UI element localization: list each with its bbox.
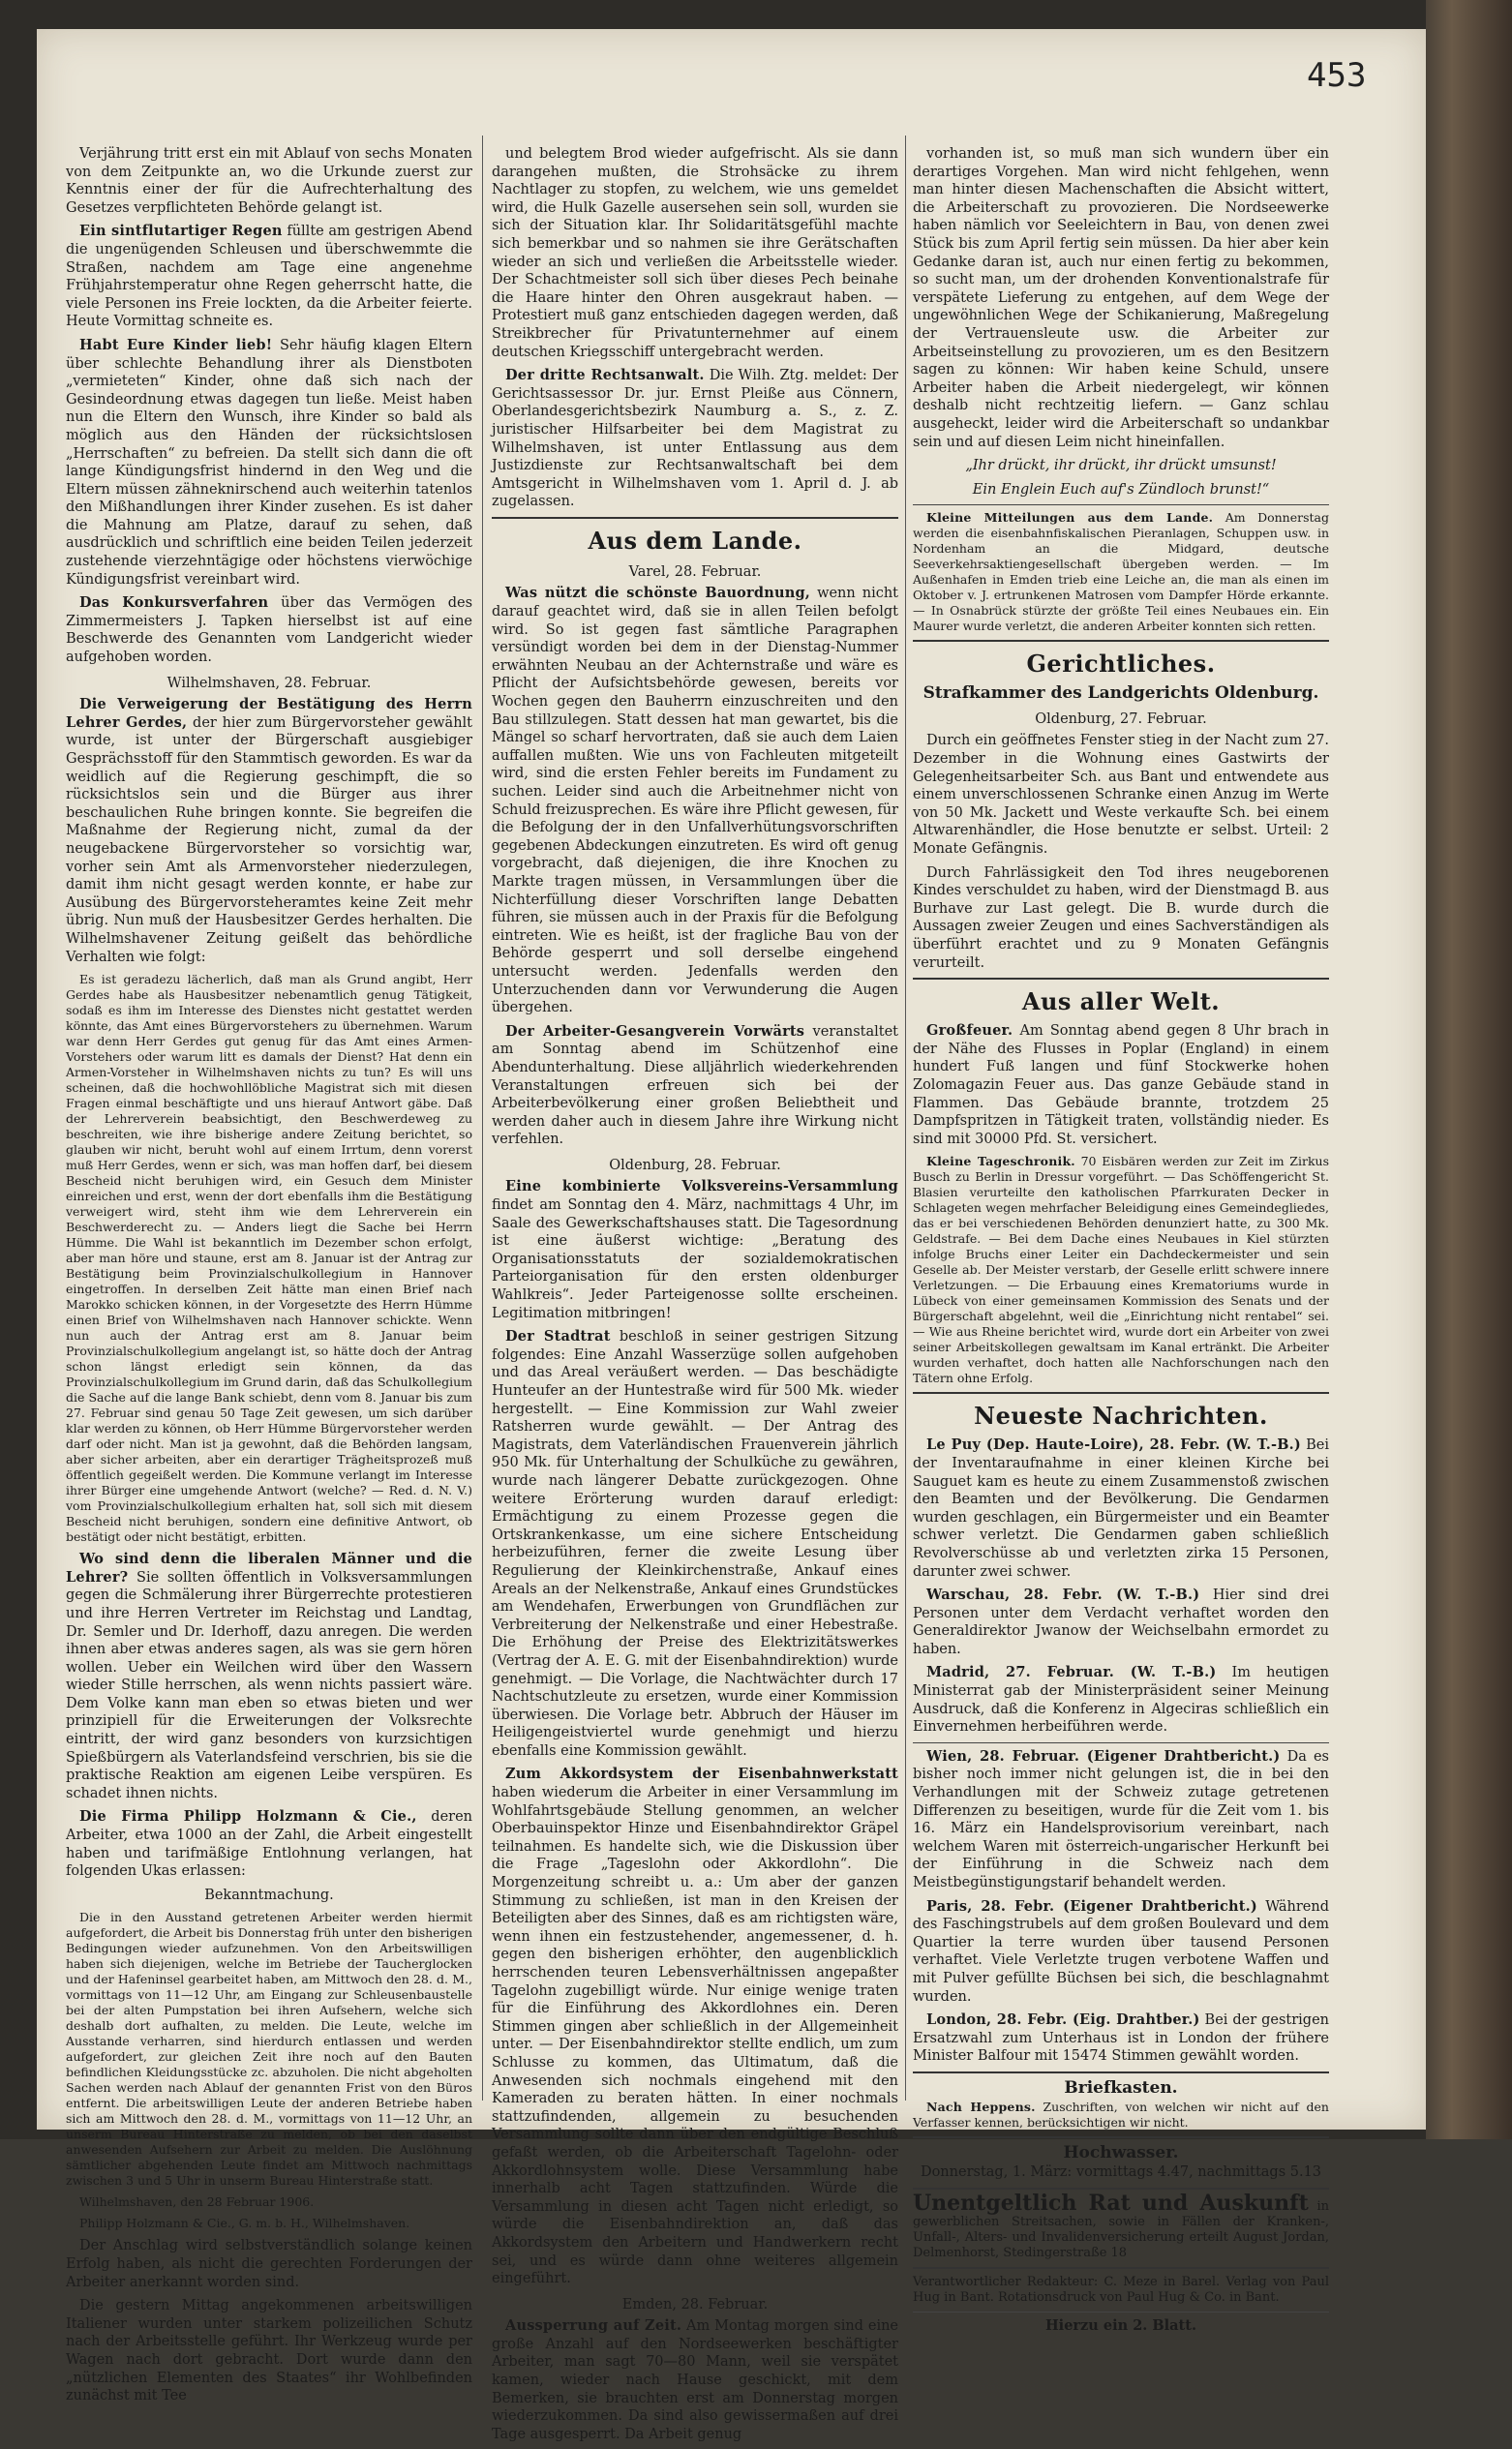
dateline: Oldenburg, 27. Februar.	[1035, 711, 1207, 727]
headline: Die Firma Philipp Holzmann & Cie.,	[79, 1808, 417, 1826]
paragraph: Was nützt die schönste Bauordnung, wenn nicht darauf geachtet wird, daß sie in allen Teilen befolgt wird. So ist gegen fast sämtliche Paragraphen versündigt worden bei dem in der Dienstag-Nummer erwähnten Neubau an der Achternstraße und wäre es Pflicht der Aufsichtsbehörde gewesen, bereits vor Wochen gegen den Bauherrn einzuschreiten und den Bau stillzulegen. Statt dessen hat man gewartet, bis die Mängel so scharf hervortraten, daß sie auch dem Laien auffallen mußten. Wie uns von Fachleuten mitgeteilt wird, sind die ersten Fehler bereits im Fundament zu suchen. Leider sind auch die Arbeitnehmer nicht von Schuld freizusprechen. Es wäre ihre Pflicht gewesen, für die Befolgung der in den Unfallverhütungsvorschriften gegebenen Abdeckungen einzutreten. Es wird oft genug vorgebracht, daß diejenigen, die ihre Knochen zu Markte tragen müssen, in Versammlungen über die Nichterfüllung dieser Vorschriften lange Debatten führen, sie müssen auch in der Praxis für die Befolgung eintreten. Wie es heißt, ist der fragliche Bau von der Behörde gesperrt und soll derselbe eingehend untersucht werden. Jedenfalls werden den Unterzuchenden dann vor Verwunderung die Augen übergehen.	[492, 585, 899, 1016]
headline: Aussperrung auf Zeit.	[505, 2317, 682, 2335]
subsection-title: Strafkammer des Landgerichts Oldenburg.	[922, 683, 1319, 704]
imprint: Verantwortlicher Redakteur: C. Meze in Barel. Verlag von Paul Hug in Bant. Rotationsdruck von Paul Hug & Co. in Bant.	[913, 2274, 1329, 2305]
verse-line: Ein Englein Euch auf's Zündloch brunst!“	[972, 481, 1270, 498]
divider	[913, 2188, 1329, 2190]
headline: London, 28. Febr. (Eig. Drahtber.)	[926, 2011, 1200, 2029]
divider	[913, 504, 1329, 505]
paragraph: Madrid, 27. Februar. (W. T.-B.) Im heutigen Ministerrat gab der Ministerpräsident seiner Meinung Ausdruck, daß die Konferenz in Algeciras schließlich ein Einvernehmen herbeiführen werde.	[913, 1664, 1330, 1736]
tide-times: Donnerstag, 1. März: vormittags 4.47, nachmittags 5.13	[920, 2164, 1322, 2181]
headline: Wien, 28. Februar. (Eigener Drahtbericht.)	[926, 1747, 1281, 1765]
headline: Die Verweigerung der Bestätigung des Herrn Lehrer Gerdes,	[66, 696, 472, 731]
column-rule	[482, 136, 483, 2101]
paragraph: Der Anschlag wird selbstverständlich solange keinen Erfolg haben, als nicht die gerechten Forderungen der Arbeiter anerkannt worden sind.	[66, 2238, 472, 2290]
headline: Madrid, 27. Februar. (W. T.-B.)	[926, 1664, 1217, 1681]
headline: Nach Heppens.	[926, 2099, 1036, 2114]
paragraph: Wien, 28. Februar. (Eigener Drahtbericht.) Da es bisher noch immer nicht gelungen ist, die in bei den Verhandlungen mit der Schweiz zutage getretenen Differenzen zu beseitigen, wurde für die Zeit vom 1. bis 16. März ein Handelsprovisorium vereinbart, nach welchem Waren mit österreich-ungarischer Herkunft bei der Einführung in die Schweiz nach dem Meistbegünstigungstarif behandelt werden.	[913, 1747, 1329, 1890]
divider	[913, 2267, 1329, 2269]
page-number: 453	[1307, 56, 1367, 95]
paragraph: Das Konkursverfahren über das Vermögen des Zimmermeisters J. Tapken hierselbst ist auf eine Beschwerde des Genannten vom Landgericht wieder aufgehoben worden.	[66, 594, 473, 666]
supplement-note: Hierzu ein 2. Blatt.	[1044, 2316, 1196, 2334]
paragraph: Warschau, 28. Febr. (W. T.-B.) Hier sind drei Personen unter dem Verdacht verhaftet worden den Generaldirektor Jwanow der Weichselbahn ermordet zu haben.	[913, 1587, 1329, 1657]
paragraph: Der dritte Rechtsanwalt. Die Wilh. Ztg. meldet: Der Gerichtsassessor Dr. jur. Ernst Pleiße aus Cönnern, Oberlandesgerichtsbezirk Naumburg a. S., z. Z. juristischer Hilfsarbeiter bei dem Magistrat zu Wilhelmshaven, ist unter Entlassung aus dem Justizdienste zur Rechtsanwaltschaft bei dem Amtsgericht in Wilhelmshaven vom 1. April d. J. ab zugelassen.	[492, 367, 898, 510]
column-3	[913, 145, 1329, 2341]
notice-title: Bekanntmachung.	[204, 1887, 334, 1903]
headline: Der Stadtrat	[505, 1328, 611, 1345]
divider	[913, 2312, 1329, 2313]
paragraph: Eine kombinierte Volksvereins-Versammlung findet am Sonntag den 4. März, nachmittags 4 Uhr, im Saale des Gewerkschaftshauses statt. Die Tagesordnung ist eine äußerst wichtige: „Beratung des Organisationsstatuts der sozialdemokratischen Parteiorganisation für den ersten oldenburger Wahlkreis“. Jeder Parteigenosse sollte erscheinen. Legitimation mitbringen!	[492, 1178, 898, 1321]
headline: Großfeuer.	[926, 1022, 1013, 1040]
dateline: Wilhelmshaven, 28. Februar.	[166, 675, 372, 691]
dateline: Oldenburg, 28. Februar.	[609, 1157, 781, 1173]
section-title: Briefkasten.	[1064, 2077, 1178, 2098]
dateline: Varel, 28. Februar.	[628, 563, 762, 580]
column-rule	[905, 136, 906, 2101]
headline: Das Konkursverfahren	[79, 594, 269, 612]
headline: Was nützt die schönste Bauordnung,	[505, 585, 811, 602]
divider	[913, 640, 1329, 642]
paragraph: Der Stadtrat beschloß in seiner gestrigen Sitzung folgendes: Eine Anzahl Wasserzüge sollen aufgehoben und das Areal veräußert werden. — Das beschädigte Hunteufer an der Huntestraße wird für 500 Mk. wieder hergestellt. — Eine Kommission zur Wahl zweier Ratsherren wurde gewählt. — Der Antrag des Magistrats, dem Vaterländischen Frauenverein jährlich 950 Mk. für Unterhaltung der Schulküche zu gewähren, wurde nach längerer Debatte zurückgezogen. Ohne weitere Erörterung wurden darauf erledigt: Ermächtigung zu einem Prozesse gegen die Ortskrankenkasse, um eine sichere Entscheidung herbeizuführen, ferner die zweite Lesung über Regulierung der Kleinkirchenstraße, Ankauf eines Areals an der Nelkenstraße, Ankauf eines Grundstückes am Wendehafen, Erwerbungen von Grundflächen zur Verbreiterung der Nelkenstraße und einer Hebestraße. Die Erhöhung der Preise des Elektrizitätswerkes (Vertrag der A. E. G. mit der Eisenbahndirektion) wurde genehmigt. — Die Vorlage, die Nachtwächter durch 17 Nachtschutzleute zu ersetzen, wurde einer Kommission überwiesen. Die Vorlage betr. Abbruch der Häuser im Heiligengeistviertel wurde genehmigt und hierzu ebenfalls eine Kommission gewählt.	[492, 1328, 898, 1759]
paragraph: London, 28. Febr. (Eig. Drahtber.) Bei der gestrigen Ersatzwahl zum Unterhaus ist in London der frühere Minister Balfour mit 15474 Stimmen gewählt worden.	[913, 2011, 1329, 2065]
paragraph: Kleine Mitteilungen aus dem Lande. Am Donnerstag werden die eisenbahnfiskalischen Pieranlagen, Schuppen usw. in Nordenham an die Midgard, deutsche Seeverkehrsaktiengesellschaft übergeben werden. — Im Außenhafen in Emden trieb eine Leiche an, die man als einen im Oktober v. J. ertrunkenen Matrosen vom Dampfer Hörde erkannte. — In Osnabrück stürzte der größte Teil eines Neubaues ein. Ein Maurer wurde verletzt, die anderen Arbeiter konnten sich retten.	[913, 510, 1329, 634]
headline: Wo sind denn die liberalen Männer und die Lehrer?	[66, 1551, 472, 1586]
verse-line: „Ihr drückt, ihr drückt, ihr drückt umsunst!	[965, 458, 1277, 474]
notice-signature: Philipp Holzmann & Cie., G. m. b. H., Wilhelmshaven.	[79, 2216, 410, 2231]
ad-title: Unentgeltlich Rat und Auskunft	[913, 2190, 1309, 2216]
paragraph: Großfeuer. Am Sonntag abend gegen 8 Uhr brach in der Nähe des Flusses in Poplar (England) in einem hundert Fuß langen und fünf Stockwerke hohen Zolomagazin Feuer aus. Das ganze Gebäude stand in Flammen. Das Gebäude brannte, trotzdem 25 Dampfspritzen in Tätigkeit traten, vollständig nieder. Es sind mit 30000 Pfd. St. versichert.	[913, 1022, 1330, 1147]
paragraph: Nach Heppens. Zuschriften, von welchen wir nicht auf den Verfasser kennen, berücksichtigen wir nicht.	[913, 2099, 1329, 2130]
paragraph: Zum Akkordsystem der Eisenbahnwerkstatt haben wiederum die Arbeiter in einer Versammlung im Wohlfahrtsgebäude Stellung genommen, an welcher Oberbauinspektor Hinze und Eisenbahndirektor Gräpel teilnahmen. Es handelte sich, wie die Diskussion über die Frage „Tageslohn oder Akkordlohn“. Die Morgenzeitung schreibt u. a.: Um aber der ganzen Stimmung zu schließen, ist man in den Kreisen der Beteiligten aber des Sinnes, daß es am richtigsten wäre, wenn ihnen ein festzustehender, angemessener, d. h. gegen den bisherigen erhöhter, den augenblicklich herrschenden teuren Lebensverhältnissen angepaßter Tagelohn zugebilligt würde. Nur einige wenige traten für die Einführung des Akkordlohnes ein. Deren Stimmen gingen aber schließlich in der Allgemeinheit unter. — Der Eisenbahndirektor stellte endlich, um zum Schlusse zu kommen, das Ultimatum, daß die Anwesenden sich nochmals eingehend mit den Kameraden zu beraten hätten. In einer nochmals stattzufindenden, allgemein zu besuchenden Versammlung sollte dann über den endgültige Beschluß gefaßt werden, ob die Arbeiterschaft Tagelohn- oder Akkordlohnsystem wolle. Diese Versammlung habe innerhalb acht Tagen stattzufinden. Würde die Versammlung in diesen acht Tagen nicht erledigt, so würde die Eisenbahndirektion an, daß das Akkordsystem den Arbeitern und Handwerkern recht sei, und es würde dann ohne weiteres allgemein eingeführt.	[492, 1766, 898, 2287]
divider	[913, 1392, 1329, 1394]
paragraph: Kleine Tageschronik. 70 Eisbären werden zur Zeit im Zirkus Busch zu Berlin in Dressur vorgeführt. — Das Schöffengericht St. Blasien verurteilte den katholischen Pfarrkuraten Decker in Schlageten wegen mehrfacher Beleidigung eines Gemeindegliedes, das er bei verschiedenen Behörden denunziert hatte, zu 300 Mk. Geldstrafe. — Bei dem Dache eines Neubaues in Kiel stürzten infolge Bruchs einer Leiter ein Dachdeckermeister und sein Geselle ab. Der Meister verstarb, der Geselle erlitt schwere innere Verletzungen. — Die Erbauung eines Krematoriums wurde in Lübeck von einer gemeinsamen Kommission des Senats und der Bürgerschaft abgelehnt, weil die „Einrichtung nicht rentabel“ sei. — Wie aus Rheine berichtet wird, wurde dort ein Arbeiter von zwei seiner Arbeitskollegen gewaltsam im Kanal ertränkt. Die Arbeiter wurden verhaftet, doch hatten alle Nachforschungen nach den Tätern ohne Erfolg.	[913, 1154, 1329, 1386]
headline: Eine kombinierte Volksvereins-Versammlung	[505, 1178, 898, 1195]
paragraph: und belegtem Brod wieder aufgefrischt. Als sie dann darangehen mußten, die Strohsäcke zu ihrem Nachtlager zu stopfen, zu welchem, wie uns gemeldet wird, die Hulk Gazelle ausersehen sein soll, wurden sie sich der Situation klar. Ihr Solidaritätsgefühl machte sich bemerkbar und so nahmen sie ihre Gerätschaften wieder an sich und verließen die Arbeitsstelle wieder. Der Schachtmeister soll sich über dieses Pech beinahe die Haare hinter den Ohren ausgekraut haben. — Protestiert muß ganz entschieden dagegen werden, daß Streikbrecher für Privatunternehmer auf einem deutschen Kriegsschiff untergebracht werden.	[492, 146, 898, 360]
paragraph: Die gestern Mittag angekommenen arbeitswilligen Italiener wurden unter starkem polizeilichen Schutz nach der Arbeitsstelle geführt. Ihr Werkzeug wurde per Wagen nach dort gebracht. Dort wurde dann den „nützlichen Elementen des Staates“ ihr Wohlbefinden zunächst mit Tee	[66, 2298, 472, 2404]
divider	[913, 2071, 1329, 2073]
headline: Warschau, 28. Febr. (W. T.-B.)	[926, 1587, 1200, 1604]
paragraph: Aussperrung auf Zeit. Am Montag morgen sind eine große Anzahl auf den Nordseewerken beschäftigter Arbeiter, man sagt 70—80 Mann, weil sie verspätet kamen, wieder nach Hause geschickt, mit dem Bemerken, sie brauchten erst am Donnerstag morgen wiederzukommen. Da sind also gewissermaßen auf drei Tage ausgesperrt. Da Arbeit genug	[492, 2317, 898, 2442]
divider	[913, 2136, 1329, 2138]
headline: Habt Eure Kinder lieb!	[79, 336, 273, 353]
paragraph: Habt Eure Kinder lieb! Sehr häufig klagen Eltern über schlechte Behandlung ihrer als Dienstboten „vermieteten“ Kinder, ohne daß sich nach der Gesindeordnung etwas dagegen tun ließe. Meist haben nun die Eltern den Wunsch, ihre Kinder so bald als möglich aus den Händen der rücksichtslosen „Herrschaften“ zu befreien. Da stellt sich dann die oft lange Kündigungsfrist hindernd in den Weg und die Eltern müssen zähneknirschend auch weiterhin tatenlos den Mißhandlungen ihrer Kinder zusehen. Es ist daher die Mahnung am Platze, darauf zu sehen, daß ausdrücklich und schriftlich eine beiden Teilen jederzeit zustehende vierzehntägige oder höchstens vierwöchige Kündigungsfrist vereinbart wird.	[66, 336, 473, 588]
headline: Paris, 28. Febr. (Eigener Drahtbericht.)	[926, 1897, 1257, 1915]
section-title: Neueste Nachrichten.	[974, 1402, 1268, 1431]
headline: Ein sintflutartiger Regen	[79, 223, 283, 240]
paragraph: Durch ein geöffnetes Fenster stieg in der Nacht zum 27. Dezember in die Wohnung eines Gastwirts der Gelegenheitsarbeiter Sch. aus Bant und entwendete aus einem unverschlossenen Schranke einen Anzug im Werte von 50 Mk. Jackett und Weste verkaufte Sch. bei einem Altwarenhändler, die Hose benutzte er selbst. Urteil: 2 Monate Gefängnis.	[913, 733, 1329, 858]
headline: Der Arbeiter-Gesangverein Vorwärts	[505, 1022, 805, 1040]
paragraph: Die Verweigerung der Bestätigung des Herrn Lehrer Gerdes, der hier zum Bürgervorsteher gewählt wurde, ist unter der Bürgerschaft ausgiebiger Gesprächsstoff für den Stammtisch geworden. Es war da weidlich auf die Regierung geschimpft, die so rücksichtslos sein und die Bürger aus ihrer beschaulichen Ruhe bringen konnte. Sie begreifen die Maßnahme der Regierung nicht, zumal da der neugebackene Bürgervorsteher so vorsichtig war, vorher sein Amt als Armenvorsteher niederzulegen, damit ihm nicht gesagt werden konnte, er habe zur Ausübung des Bürgervorsteheramtes keine Zeit mehr übrig. Nun muß der Hausbesitzer Gerdes herhalten. Die Wilhelmshavener Zeitung geißelt das behördliche Verhalten wie folgt:	[66, 696, 473, 965]
paragraph: Der Arbeiter-Gesangverein Vorwärts veranstaltet am Sonntag abend im Schützenhof eine Abendunterhaltung. Diese alljährlich wiederkehrenden Veranstaltungen erfreuen sich bei der Arbeiterbevölkerung einer großen Beliebtheit und werden daher auch in diesem Jahre ihre Wirkung nicht verfehlen.	[492, 1022, 898, 1148]
dateline: Emden, 28. Februar.	[621, 2296, 769, 2313]
book-spine	[1426, 0, 1512, 2139]
section-title: Aus dem Lande.	[588, 526, 802, 555]
paragraph: vorhanden ist, so muß man sich wundern über ein derartiges Vorgehen. Man wird nicht fehlgehen, wenn man hinter diesen Machenschaften die Absicht wittert, die Arbeiterschaft zu provozieren. Die Nordseewerke haben nämlich vor Seeleichtern in Bau, von denen zwei Stück bis zum April fertig sein müssen. Da hier aber kein Gedanke daran ist, auch nur einen fertig zu bekommen, so sucht man, um der drohenden Konventionalstrafe für verspätete Lieferung zu entgehen, auf dem Wege der ungewöhnlichen Wege der Schikanierung, Maßregelung der Vertrauensleute usw. die Arbeiter zur Arbeitseinstellung zu provozieren, um es den Besitzern sagen zu können: Wir haben keine Schuld, unsere Arbeiter haben die Arbeit niedergelegt, wir können deshalb nicht rechtzeitig liefern. — Ganz schlau ausgeheckt, leider wird die Arbeiterschaft so undankbar sein und auf diesen Leim nicht hineinfallen.	[913, 146, 1329, 450]
headline: Le Puy (Dep. Haute-Loire), 28. Febr. (W. T.-B.)	[926, 1436, 1301, 1454]
headline: Kleine Tageschronik.	[926, 1154, 1075, 1169]
paragraph: Ein sintflutartiger Regen füllte am gestrigen Abend die ungenügenden Schleusen und überschwemmte die Straßen, nachdem am Tage eine angenehme Frühjahrstemperatur ohne Regen geherrscht hatte, die viele Personen ins Freie lockten, da die Arbeiter feierte. Heute Vormittag schneite es.	[66, 223, 473, 330]
notice-date: Wilhelmshaven, den 28 Februar 1906.	[79, 2194, 315, 2210]
paragraph: Verjährung tritt erst ein mit Ablauf von sechs Monaten von dem Zeitpunkte an, wo die Urkunde zuerst zur Kenntnis einer der für die Aufrechterhaltung des Gesetzes verpflichteten Behörde gelangt ist.	[66, 146, 472, 216]
headline: Der dritte Rechtsanwalt.	[505, 367, 705, 384]
headline: Kleine Mitteilungen aus dem Lande.	[926, 510, 1214, 526]
headline: Zum Akkordsystem der Eisenbahnwerkstatt	[505, 1766, 898, 1783]
column-2	[492, 145, 898, 2449]
section-title: Aus aller Welt.	[1021, 987, 1221, 1016]
section-title: Gerichtliches.	[1026, 650, 1216, 679]
divider	[913, 978, 1329, 980]
paragraph: Die Firma Philipp Holzmann & Cie., deren Arbeiter, etwa 1000 an der Zahl, die Arbeit eingestellt haben und tarifmäßige Entlohnung verlangen, hat folgenden Ukas erlassen:	[66, 1808, 472, 1880]
notice-text: Die in den Ausstand getretenen Arbeiter werden hiermit aufgefordert, die Arbeit bis Donnerstag früh unter den bisherigen Bedingungen wieder aufzunehmen. Von den Arbeitswilligen haben sich diejenigen, welche im Betriebe der Taucherglocken und der Hafeninsel gearbeitet haben, am Mittwoch den 28. d. M., vormittags von 11—12 Uhr, am Eingang zur Schleusenbaustelle bei der alten Pumpstation bei ihren Aufsehern, welche sich deshalb dort aufhalten, zu melden. Die Leute, welche im Ausstande verharren, sind hierdurch entlassen und werden aufgefordert, zur gleichen Zeit ihre noch auf den Bauten befindlichen Kleidungsstücke zc. abzuholen. Die nicht abgeholten Sachen werden nach Ablauf der genannten Frist von den Büros entfernt. Die arbeitswilligen Leute der anderen Betriebe haben sich am Mittwoch den 28. d. M., vormittags von 11—12 Uhr, an unserm Bureau Hinterstraße zu melden, ob bei den daselbst anwesenden Aufsehern zur Arbeit zu melden. Die Auslöhnung sämtlicher abgehenden Leute findet am Mittwoch nachmittags zwischen 3 und 5 Uhr in unserm Bureau Hinterstraße statt.	[66, 1910, 472, 2189]
section-title: Hochwasser.	[1063, 2142, 1179, 2162]
paragraph: Le Puy (Dep. Haute-Loire), 28. Febr. (W. T.-B.) Bei der Inventaraufnahme in einer kleinen Kirche bei Sauguet kam es heute zu einem Zusammenstoß zwischen den Beamten und der Bevölkerung. Die Gendarmen wurden geschlagen, ein Bürgermeister und ein Beamter schwer verletzt. Die Gendarmen gaben schließlich Revolverschüsse ab und verletzten zirka 15 Personen, darunter zwei schwer.	[913, 1436, 1329, 1580]
divider	[492, 517, 898, 519]
advertisement: Unentgeltlich Rat und Auskunft in gewerblichen Streitsachen, sowie in Fällen der Kranken-, Unfall-, Alters- und Invalidenversicherung erteilt August Jordan, Delmenhorst, Stedingerstraße 18	[913, 2190, 1329, 2260]
paragraph: Durch Fahrlässigkeit den Tod ihres neugeborenen Kindes verschuldet zu haben, wird der Dienstmagd B. aus Burhave zur Last gelegt. Die B. wurde durch die Aussagen zweier Zeugen und eines Sachverständigen als überführt erachtet und zu 9 Monaten Gefängnis verurteilt.	[913, 864, 1329, 971]
column-1	[66, 145, 472, 2411]
paragraph: Paris, 28. Febr. (Eigener Drahtbericht.) Während des Faschingstrubels auf dem großen Boulevard und dem Quartier la terre wurden über tausend Personen verhaftet. Viele Verletzte trugen verbotene Waffen und mit Pulver gefüllte Büchsen bei sich, die beschlagnahmt wurden.	[913, 1897, 1329, 2005]
divider	[913, 1742, 1329, 1743]
paragraph: Wo sind denn die liberalen Männer und die Lehrer? Sie sollten öffentlich in Volksversammlungen gegen die Schmälerung ihrer Bürgerrechte protestieren und ihre Herren Vertreter im Reichstag und Landtag, Dr. Semler und Dr. Iderhoff, dazu anregen. Die werden ihnen aber etwas anderes sagen, als was sie gern hören wollen. Ueber ein Weilchen wird über den Wassern wieder Stille herrschen, als wenn nichts passiert wäre. Dem Volke kann man eben so etwas bieten und wer prinzipiell für die Erweiterungen der Volksrechte eintritt, der wird ganz besonders von kurzsichtigen Spießbürgern als Vaterlandsfeind verschrien, bis sie die praktische Reaktion am eigenen Leibe verspüren. Es schadet ihnen nichts.	[66, 1551, 473, 1801]
quote: Es ist geradezu lächerlich, daß man als Grund angibt, Herr Gerdes habe als Hausbesitzer nebenamtlich genug Tätigkeit, sodaß es ihm im Interesse des Dienstes nicht gestattet werden könnte, das Amt eines Bürgervorstehers zu übernehmen. Warum war denn Herr Gerdes gut genug für das Amt eines Armen-Vorstehers oder warum litt es damals der Dienst? Hat denn ein Armen-Vorsteher in Wilhelmshaven nichts zu tun? Es will uns scheinen, daß die hochwohllöbliche Magistrat sich mit diesen Fragen einmal beschäftigte und uns hierauf Antwort gäbe. Daß der Lehrerverein beabsichtigt, den Beschwerdeweg zu beschreiten, wie ihre bisherige andere Zeitung berichtet, so glauben wir nicht, beruht wohl auf einem Irrtum, denn vorerst muß Herr Gerdes, wenn er sich, was man hoffen darf, bei diesem Bescheid nicht beruhigen wird, ein Gesuch dem Minister einreichen und erst, wenn der dort ebenfalls ihm die Bestätigung verweigert wird, steht ihm wie dem Lehrerverein ein Beschwerderecht zu. — Anders liegt die Sache bei Herrn Hümme. Die Wahl ist bekanntlich im Dezember schon erfolgt, aber man höre und staune, erst am 8. Januar ist der Antrag zur Bestätigung beim Provinzialschulkollegium in Hannover eingetroffen. In derselben Zeit hätte man einen Brief nach Marokko schicken können, in der Vorgesetzte des Herrn Hümme einen Brief von Wilhelmshaven nach Hannover schickte. Wenn nun auch der Antrag erst am 8. Januar beim Provinzialschulkollegium angelangt ist, so hätte doch der Antrag schon längst erledigt sein können, da das Provinzialschulkollegium im Grund darin, daß das Schulkollegium die Sache auf die lange Bank schiebt, denn vom 8. Januar bis zum 27. Februar sind genau 50 Tage Zeit gewesen, um sich darüber klar werden zu können, ob Herr Hümme Bürgervorsteher werden darf oder nicht. Man ist ja gewohnt, daß die Behörden langsam, aber sicher arbeiten, aber ein derartiger Trägheitsprozeß muß öffentlich gegeißelt werden. Die Kommune verlangt im Interesse ihrer Bürger eine umgehende Antwort (welche? — Red. d. N. V.) vom Provinzialschulkollegium erhalten hat, soll sich mit diesem Bescheid nicht beruhigen, sondern eine definitive Antwort, ob bestätigt oder nicht bestätigt, erbitten.	[66, 972, 472, 1545]
